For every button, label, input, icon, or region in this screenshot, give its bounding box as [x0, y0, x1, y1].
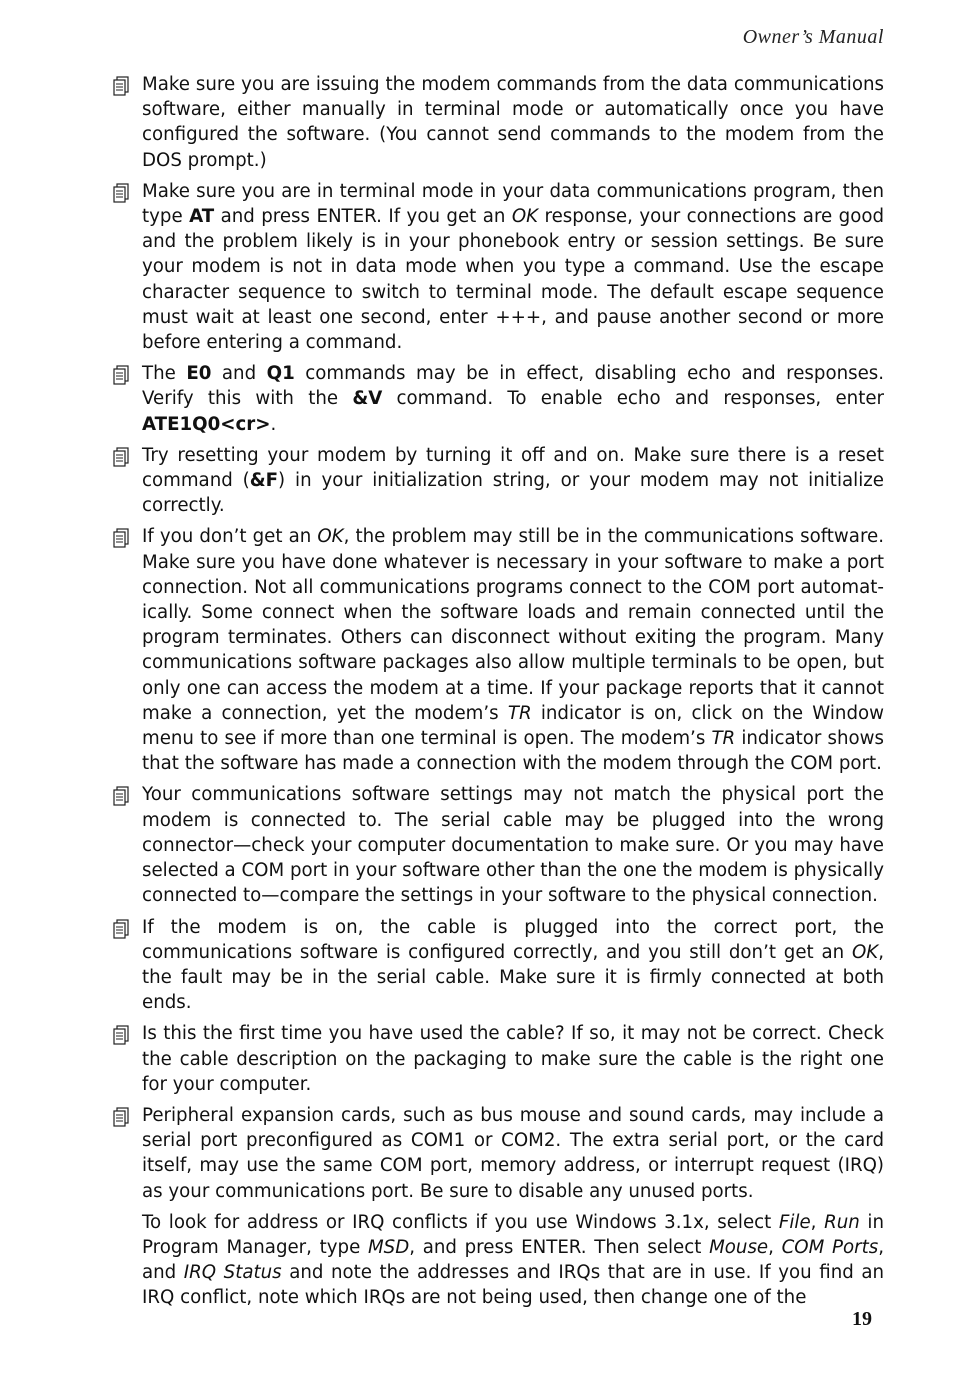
italic-text: Run: [824, 1211, 860, 1233]
troubleshooting-item: [112, 179, 884, 355]
text-segment: commands may be in effect, disabling echo and responses. Verify this with the: [142, 363, 885, 410]
text-segment: .: [270, 413, 277, 435]
troubleshooting-item: [112, 361, 884, 437]
italic-text: File: [778, 1211, 811, 1233]
text-segment: indicator shows that the software has made a connection with the modem through the COM port.: [142, 728, 884, 775]
text-segment: Make sure you are in terminal mode in your data communications program, then type: [142, 180, 884, 228]
text-segment: To look for address or IRQ conflicts if you use Windows 3.1x, select: [142, 1211, 779, 1233]
text-segment: Try resetting your modem by turning it off and on. Make sure there is a reset command (: [142, 444, 884, 492]
notepad-icon: [112, 1025, 130, 1045]
italic-text: OK: [851, 941, 879, 963]
bold-text: &F: [249, 470, 279, 492]
notepad-icon: [112, 919, 130, 939]
troubleshooting-item: [112, 443, 884, 519]
troubleshooting-item: [112, 1021, 884, 1097]
bold-text: Q1: [266, 363, 295, 385]
italic-text: OK: [317, 526, 344, 548]
text-segment: , and: [142, 1236, 884, 1284]
notepad-icon: [112, 1107, 130, 1127]
text-segment: and: [211, 363, 267, 385]
italic-text: MSD: [367, 1236, 410, 1258]
text-segment: ,: [768, 1236, 782, 1258]
text-segment: If you don’t get an: [142, 526, 318, 548]
troubleshooting-item: [112, 915, 884, 1016]
text-segment: and note the addresses and IRQs that are in use. If you find an IRQ conflict, note which IRQs are not being used, then change one of the: [142, 1262, 885, 1309]
bold-text: ATE1Q0<cr>: [142, 413, 271, 435]
text-segment: , and press ENTER. Then select: [409, 1236, 710, 1258]
bold-text: AT: [189, 206, 215, 228]
bold-text: &V: [352, 388, 383, 410]
trailing-paragraph: [112, 1210, 884, 1311]
bold-text: E0: [186, 363, 212, 385]
notepad-icon: [112, 183, 130, 203]
text-segment: ) in your initialization string, or your modem may not initialize correctly.: [142, 470, 884, 517]
text-segment: Your communications software settings may not match the physical port the modem is connected to. The serial cable may be plugged into the wrong connector—check your computer documentation to make sure. Or you may have selected a COM port in your software other than the one the modem is physically connected to—compare the settings in your software to the physical connection.: [142, 784, 884, 907]
text-segment: Peripheral expansion cards, such as bus mouse and sound cards, may include a serial port preconfigured as COM1 or COM2. The extra serial port, or the card itself, may use the same COM port, memory address, or interrupt request (IRQ) as your communications port. Be sure to disable any unused ports.: [142, 1104, 884, 1202]
italic-text: Mouse: [709, 1236, 769, 1258]
text-segment: , the fault may be in the serial cable. Make sure it is firmly connected at both ends.: [142, 941, 884, 1014]
text-segment: , the problem may still be in the communications software. Make sure you have done whatever is necessary in your software to make a port connection. Not all communications programs connect to the COM port automat-ically. Some connect when the software loads and remain connected until the program terminates. Others can disconnect without exiting the program. Many communications software packages also allow multiple terminals to be open, but only one can access the modem at a time. If your package reports that it cannot make a connection, yet the modem’s: [142, 526, 884, 724]
italic-text: COM Ports: [781, 1236, 879, 1258]
troubleshooting-item: [112, 72, 884, 173]
text-segment: If the modem is on, the cable is plugged into the correct port, the communications software is configured correctly, and you still don’t get an: [142, 916, 884, 963]
troubleshooting-item: [112, 782, 884, 908]
notepad-icon: [112, 447, 130, 467]
troubleshooting-item: [112, 524, 884, 776]
notepad-icon: [112, 76, 130, 96]
text-segment: in Program Manager, type: [142, 1211, 884, 1258]
running-header: Owner’s Manual: [742, 26, 884, 48]
text-segment: ,: [810, 1211, 825, 1233]
text-segment: command. To enable echo and responses, enter: [382, 388, 884, 410]
text-segment: and press ENTER. If you get an: [214, 206, 512, 228]
document-body: [112, 72, 884, 1311]
text-segment: Make sure you are issuing the modem commands from the data communications software, either manually in terminal mode or automatically once you have configured the software. (You cannot send commands to the modem from the DOS prompt.): [142, 74, 884, 171]
notepad-icon: [112, 365, 130, 385]
italic-text: TR: [711, 728, 736, 750]
italic-text: TR: [507, 702, 532, 724]
text-segment: response, your connections are good and the problem likely is in your phonebook entry or session settings. Be sure your modem is not in data mode when you type a command. Use the escape character sequence to switch to terminal mode. The default escape sequence must wait at least one second, enter +++, and pause another second or more before entering a command.: [142, 206, 884, 354]
italic-text: OK: [511, 206, 539, 228]
troubleshooting-item: [112, 1103, 884, 1204]
text-segment: Is this the first time you have used the cable? If so, it may not be correct. Check the cable description on the packaging to make sure the cable is the right one for your computer.: [142, 1023, 884, 1095]
page-number: 19: [852, 1308, 872, 1330]
notepad-icon: [112, 786, 130, 806]
italic-text: IRQ Status: [183, 1262, 282, 1284]
text-segment: indicator is on, click on the Window menu to see if more than one terminal is open. The modem’s: [142, 702, 884, 750]
text-segment: The: [142, 363, 187, 385]
notepad-icon: [112, 528, 130, 548]
